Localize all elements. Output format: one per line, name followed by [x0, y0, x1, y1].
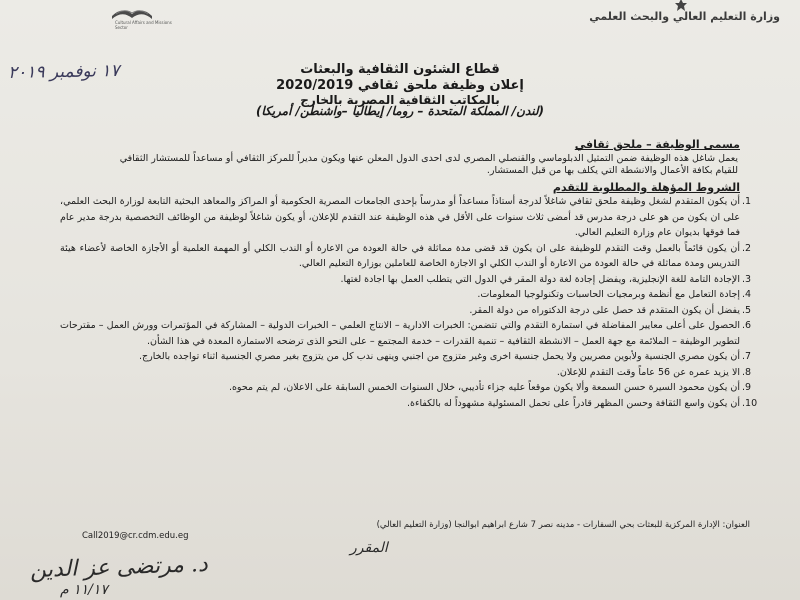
list-item: 4. إجادة التعامل مع أنظمة وبرمجيات الحاسبات وتكنولوجيا المعلومات.	[477, 289, 752, 300]
signature: د. مرتضى عز الدين	[29, 551, 209, 584]
conditions-list	[60, 194, 760, 411]
open-book-icon	[110, 2, 154, 20]
list-item: 9. أن يكون محمود السيرة حسن السمعة وألا يكون موقعاً عليه جزاء تأديبي، خلال السنوات الخمس السابقة على الاعلان، لم يتم محوه.	[228, 382, 752, 393]
list-item: 2. أن يكون قائماً بالعمل وقت التقدم للوظيفة على ان يكون قد قضى مدة مماثلة في حالة العودة من الاعارة أو الندب الكلي أو المهمة العلمية أو الأجازة الخاصة لأعضاء هيئة التدريس ومدة مماثلة في حالة العودة من الاعارة أو الندب الكلي او الاجازة الخاصة للعاملين بوزارة التعليم العالي.	[60, 242, 752, 269]
address-line: العنوان: الإدارة المركزية للبعثات بحي السفارات - مدينه نصر 7 شارع ابراهيم ابوالنجا (وزارة التعليم العالي)	[376, 520, 750, 530]
list-item: 7. أن يكون مصري الجنسية ولأبوين مصريين ولا يحمل جنسية اخرى وغير متزوج من اجنبي وينهى ندب كل من يتزوج بغير مصري الجنسية اثناء تواجده بالخارج.	[138, 351, 752, 362]
sector-title: قطاع الشئون الثقافية والبعثات	[300, 62, 500, 77]
sector-logo	[60, 0, 180, 36]
offices-line: بالمكاتب الثقافية المصرية بالخارج	[300, 93, 500, 107]
job-title-heading: مسمى الوظيفة – ملحق ثقافي	[574, 138, 740, 151]
ministry-name: وزارة التعليم العالي والبحث العلمي	[589, 10, 780, 23]
list-item: 10. أن يكون واسع الثقافة وحسن المظهر قادراً على تحمل المسئولية مشهوداً له بالكفاءة.	[407, 397, 758, 409]
signature-title: المقرر	[350, 540, 388, 556]
job-description: يعمل شاغل هذه الوظيفة ضمن التمثيل الدبلوماسي والقنصلي المصري لدى احدى الدول المعلن عنها ويكون مديراً للمركز الثقافي أو مساعداً للمستشار الثقافي للقيام بكافة الأعمال والانشطة التي يكلف بها من قبل المستشار.	[119, 153, 738, 176]
cities-line: (لندن/ المملكة المتحدة – روما/ إيطاليا –واشنطن/ أمريكا)	[255, 104, 545, 118]
signature-date: ١١/١٧ م	[60, 582, 108, 598]
list-item: 3. الإجادة التامة للغة الإنجليزية، ويفضل إجادة لغة دولة المقر في الدول التي يتطلب العمل بها اجادة لغتها.	[340, 273, 752, 285]
list-item: 6. الحصول على أعلى معايير المفاضلة في استمارة التقدم والتي تتضمن: الخبرات الادارية – الانتاج العلمي – الخبرات الدولية – المشاركة في المؤتمرات وورش العمل – مقترحات لتطوير الوظيفة – الملائمة مع جهة العمل – الانشطة الثقافية – تنمية القدرات – خدمة المجتمع – على النحو الذى ترضحه الاستمارة المعدة في هذا الشأن.	[60, 320, 752, 347]
ministry-logo	[589, 0, 780, 30]
contact-email[interactable]: Call2019@cr.cdm.edu.eg	[82, 531, 189, 541]
handwritten-date: ١٧ نوفمبر ٢٠١٩	[7, 61, 120, 83]
conditions-heading: الشروط المؤهلة والمطلوبة للتقدم	[552, 181, 740, 194]
announcement-title: إعلان وظيفة ملحق ثقافي 2020/2019	[276, 78, 524, 93]
list-item: 5. يفضل أن يكون المتقدم قد حصل على درجة الدكتوراه من دولة المقر.	[469, 304, 752, 316]
list-item: 8. الا يزيد عمره عن 56 عاماً وقت التقدم للإعلان.	[556, 366, 752, 378]
sector-logo-text: Cultural Affairs and Missions Sector	[115, 20, 172, 30]
list-item: 1. أن يكون المتقدم لشغل وظيفة ملحق ثقافي شاغلاً لدرجة أستاذاً مساعداً أو مدرساً بإحدى الجامعات المصرية الحكومية أو المراكز والمعاهد البحثية التابعة لوزارة البحث العلمي، على ان يكون من هو على درجة مدرس قد أمضى ثلاث سنوات على الأقل في هذه الوظيفة عند التقدم للإعلان، أو يكون شاغلاً لوظيفة من الوظائف التخصصية بدرجة مدير عام فما فوقها بديوان عام وزارة التعليم العالي.	[60, 196, 752, 238]
